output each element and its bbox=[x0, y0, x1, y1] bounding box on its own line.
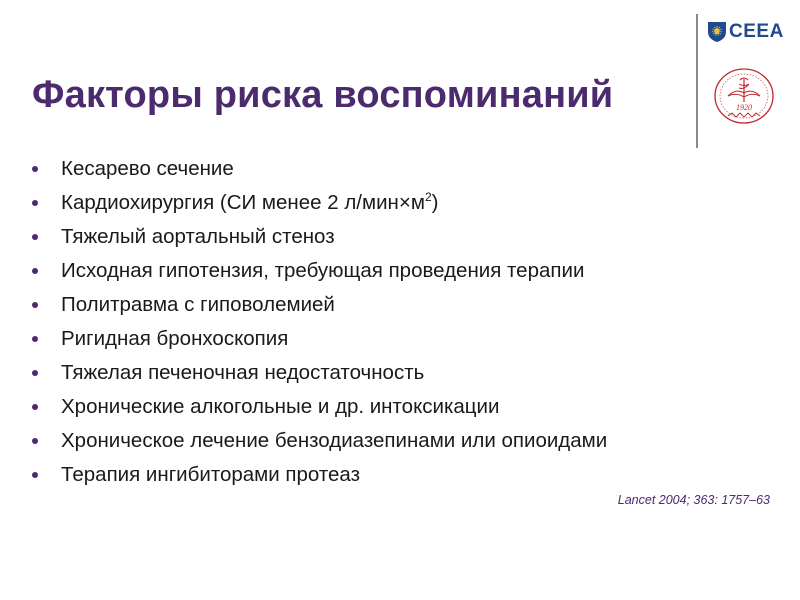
shield-with-stars-icon bbox=[707, 21, 727, 43]
slide-title: Факторы риска воспоминаний bbox=[32, 74, 614, 116]
list-item bbox=[32, 322, 607, 356]
ceea-logo-text: CEEA bbox=[729, 21, 784, 42]
list-item-text: Исходная гипотензия, требующая проведения терапии bbox=[61, 259, 585, 282]
bullet-dot-icon bbox=[32, 472, 38, 478]
bullet-dot-icon bbox=[32, 370, 38, 376]
list-item-superscript: 2 bbox=[424, 190, 432, 204]
list-item-text: Кардиохирургия (СИ менее 2 л/мин×м bbox=[61, 191, 425, 214]
ceea-logo bbox=[707, 20, 784, 44]
bullet-dot-icon bbox=[32, 268, 38, 274]
bullet-dot-icon bbox=[32, 200, 38, 206]
seal-year: 1920 bbox=[736, 103, 752, 112]
bullet-dot-icon bbox=[32, 404, 38, 410]
list-item-text: Ригидная бронхоскопия bbox=[61, 327, 289, 350]
medical-society-seal-icon bbox=[706, 66, 782, 126]
bullet-dot-icon bbox=[32, 438, 38, 444]
list-item-text-tail: ) bbox=[431, 191, 439, 214]
list-item bbox=[32, 152, 607, 186]
list-item bbox=[32, 458, 607, 492]
list-item bbox=[32, 186, 607, 220]
list-item-text: Хронические алкогольные и др. интоксикации bbox=[61, 395, 500, 418]
list-item bbox=[32, 288, 607, 322]
citation-reference: Lancet 2004; 363: 1757–63 bbox=[617, 493, 770, 507]
list-item bbox=[32, 356, 607, 390]
list-item-text: Кесарево сечение bbox=[61, 157, 234, 180]
bullet-dot-icon bbox=[32, 302, 38, 308]
list-item-text: Политравма с гиповолемией bbox=[61, 293, 335, 316]
bullet-dot-icon bbox=[32, 336, 38, 342]
list-item bbox=[32, 254, 607, 288]
list-item-text: Хроническое лечение бензодиазепинами или опиоидами bbox=[61, 429, 608, 452]
list-item-text: Тяжелый аортальный стеноз bbox=[61, 225, 335, 248]
list-item bbox=[32, 390, 607, 424]
risk-factor-list bbox=[32, 152, 607, 492]
list-item bbox=[32, 424, 607, 458]
list-item-text: Тяжелая печеночная недостаточность bbox=[61, 361, 425, 384]
bullet-dot-icon bbox=[32, 166, 38, 172]
header-divider bbox=[696, 14, 698, 148]
bullet-dot-icon bbox=[32, 234, 38, 240]
list-item-text: Терапия ингибиторами протеаз bbox=[61, 463, 361, 486]
list-item bbox=[32, 220, 607, 254]
